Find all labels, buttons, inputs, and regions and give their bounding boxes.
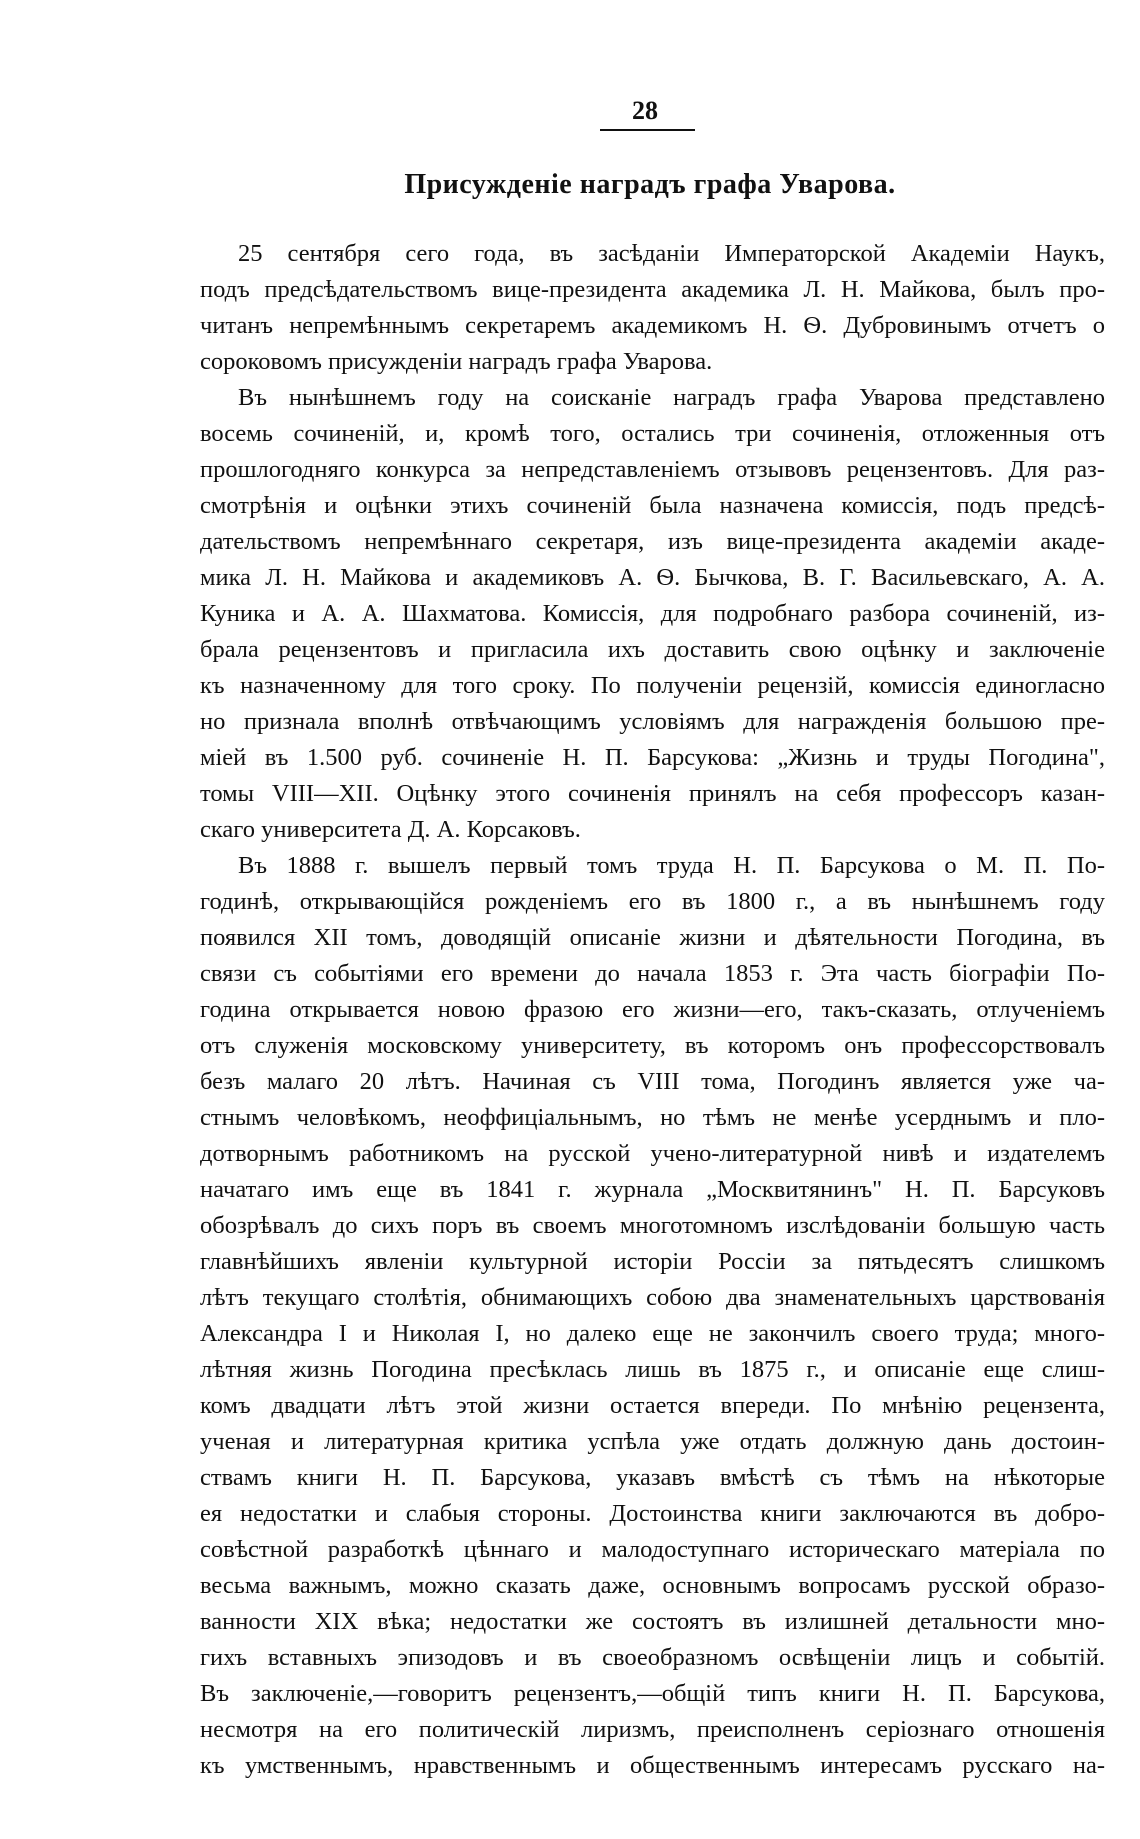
text-line: стнымъ человѣкомъ, неоффиціальнымъ, но тѣмъ не менѣе усерднымъ и пло- — [200, 1104, 1105, 1131]
text-line: прошлогодняго конкурса за непредставленіемъ отзывовъ рецензентовъ. Для раз- — [200, 456, 1105, 483]
text-line: Александра I и Николая I, но далеко еще не закончилъ своего труда; много- — [200, 1320, 1105, 1347]
text-line: къ умственнымъ, нравственнымъ и общественнымъ интересамъ русскаго на- — [200, 1752, 1105, 1779]
text-line: мика Л. Н. Майкова и академиковъ А. Ѳ. Бычкова, В. Г. Васильевскаго, А. А. — [200, 564, 1105, 591]
text-line: годинѣ, открывающійся рожденіемъ его въ 1800 г., а въ нынѣшнемъ году — [200, 888, 1105, 915]
section-title: Присужденіе наградъ графа Уварова. — [404, 169, 896, 200]
text-line: подъ предсѣдательствомъ вице-президента академика Л. Н. Майкова, былъ про- — [200, 276, 1105, 303]
text-line: ея недостатки и слабыя стороны. Достоинства книги заключаются въ добро- — [200, 1500, 1105, 1527]
text-line: начатаго имъ еще въ 1841 г. журнала „Москвитянинъ" Н. П. Барсуковъ — [200, 1176, 1105, 1203]
text-line: несмотря на его политическій лиризмъ, преисполненъ серіознаго отношенія — [200, 1716, 1105, 1743]
page-number-rule — [600, 129, 695, 131]
text-line: комъ двадцати лѣтъ этой жизни остается впереди. По мнѣнію рецензента, — [200, 1392, 1105, 1419]
text-line: Куника и А. А. Шахматова. Комиссія, для подробнаго разбора сочиненій, из- — [200, 600, 1105, 627]
text-line: дательствомъ непремѣннаго секретаря, изъ вице-президента академіи акаде- — [200, 528, 1105, 555]
text-line: 25 сентября сего года, въ засѣданіи Императорской Академіи Наукъ, — [238, 240, 1105, 267]
text-line: смотрѣнія и оцѣнки этихъ сочиненій была назначена комиссія, подъ предсѣ- — [200, 492, 1105, 519]
text-line: гихъ вставныхъ эпизодовъ и въ своеобразномъ освѣщеніи лицъ и событій. — [200, 1644, 1105, 1671]
text-line: томы VIII—XII. Оцѣнку этого сочиненія принялъ на себя профессоръ казан- — [200, 780, 1105, 807]
text-line: година открывается новою фразою его жизни—его, такъ-сказать, отлученіемъ — [200, 996, 1105, 1023]
text-line: ученая и литературная критика успѣла уже отдать должную дань достоин- — [200, 1428, 1105, 1455]
text-line: отъ служенія московскому университету, въ которомъ онъ профессорствовалъ — [200, 1032, 1105, 1059]
body-text — [200, 236, 1105, 1784]
text-line: лѣтъ текущаго столѣтія, обнимающихъ собою два знаменательныхъ царствованія — [200, 1284, 1105, 1311]
text-line: ствамъ книги Н. П. Барсукова, указавъ вмѣстѣ съ тѣмъ на нѣкоторые — [200, 1464, 1105, 1491]
text-line: Въ нынѣшнемъ году на соисканіе наградъ графа Уварова представлено — [238, 384, 1105, 411]
text-line: къ назначенному для того сроку. По полученіи рецензій, комиссія единогласно — [200, 672, 1105, 699]
text-line: но признала вполнѣ отвѣчающимъ условіямъ для награжденія большою пре- — [200, 708, 1105, 735]
text-line: сороковомъ присужденіи наградъ графа Уварова. — [200, 348, 713, 375]
text-line: Въ заключеніе,—говоритъ рецензентъ,—общій типъ книги Н. П. Барсукова, — [200, 1680, 1105, 1707]
text-line: скаго университета Д. А. Корсаковъ. — [200, 816, 581, 843]
text-line: восемь сочиненій, и, кромѣ того, остались три сочиненія, отложенныя отъ — [200, 420, 1105, 447]
text-line: читанъ непремѣннымъ секретаремъ академикомъ Н. Ѳ. Дубровинымъ отчетъ о — [200, 312, 1105, 339]
text-line: брала рецензентовъ и пригласила ихъ доставить свою оцѣнку и заключеніе — [200, 636, 1105, 663]
text-line: Въ 1888 г. вышелъ первый томъ труда Н. П. Барсукова о М. П. По- — [238, 852, 1105, 879]
text-line: обозрѣвалъ до сихъ поръ въ своемъ многотомномъ изслѣдованіи большую часть — [200, 1212, 1105, 1239]
text-line: совѣстной разработкѣ цѣннаго и малодоступнаго историческаго матеріала по — [200, 1536, 1105, 1563]
text-line: связи съ событіями его времени до начала 1853 г. Эта часть біографіи По- — [200, 960, 1105, 987]
text-line: весьма важнымъ, можно сказать даже, основнымъ вопросамъ русской образо- — [200, 1572, 1105, 1599]
page-number: 28 — [632, 96, 658, 125]
text-line: дотворнымъ работникомъ на русской учено-литературной нивѣ и издателемъ — [200, 1140, 1105, 1167]
text-line: лѣтняя жизнь Погодина пресѣклась лишь въ 1875 г., и описаніе еще слиш- — [200, 1356, 1105, 1383]
text-line: безъ малаго 20 лѣтъ. Начиная съ VIII тома, Погодинъ является уже ча- — [200, 1068, 1105, 1095]
text-line: міей въ 1.500 руб. сочиненіе Н. П. Барсукова: „Жизнь и труды Погодина", — [200, 744, 1105, 771]
text-line: появился XII томъ, доводящій описаніе жизни и дѣятельности Погодина, въ — [200, 924, 1105, 951]
text-line: ванности XIX вѣка; недостатки же состоятъ въ излишней детальности мно- — [200, 1608, 1105, 1635]
text-line: главнѣйшихъ явленіи культурной исторіи Россіи за пятьдесятъ слишкомъ — [200, 1248, 1105, 1275]
